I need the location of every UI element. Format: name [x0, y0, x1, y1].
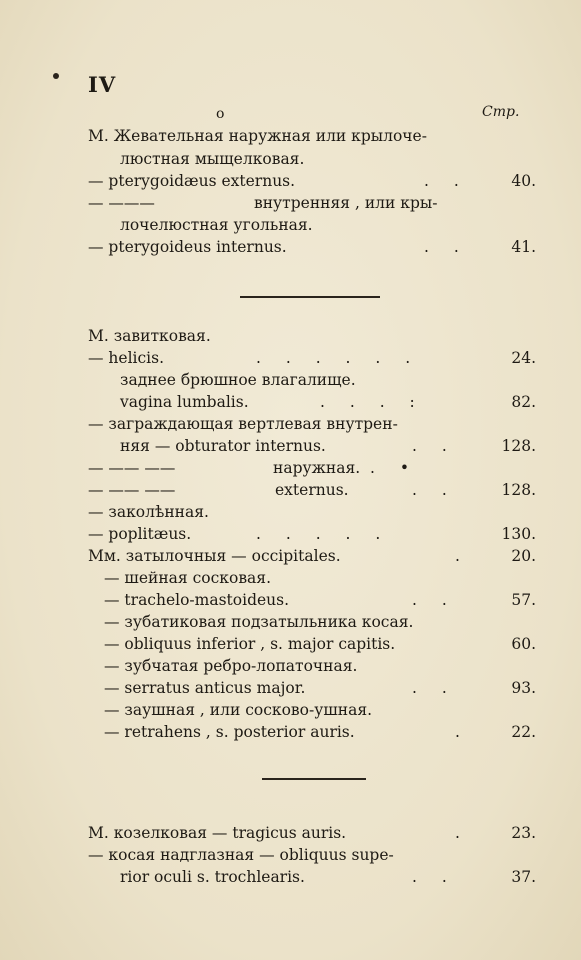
ink-dot	[53, 73, 59, 79]
page-column-label: Стр.	[482, 104, 520, 120]
entry-line: лочелюстная угольная.	[120, 216, 313, 234]
section-divider	[262, 778, 366, 780]
entry-line: — retrahens , s. posterior auris. . 22.	[104, 723, 536, 741]
entry-line: — pterygoideus internus. . . 41.	[88, 238, 536, 256]
page-ref: 93.	[511, 679, 536, 697]
entry-line: — obliquus inferior , s. major capitis. 60.	[104, 635, 536, 653]
entry-line: — заколѣнная.	[88, 503, 209, 521]
entry-line: М. Жевательная наружная или крылоче-	[88, 127, 427, 145]
entry-line: — зубатиковая подзатыльника косая.	[104, 613, 414, 631]
page-ref: 82.	[511, 393, 536, 411]
page-ref: 37.	[511, 868, 536, 886]
entry-line: Мм. затылочныя — occipitales. . 20.	[88, 547, 536, 565]
section-divider	[240, 296, 380, 298]
entry-line: — —— —— наружная. . •	[88, 459, 419, 477]
entry-line: — косая надглазная — obliquus supe-	[88, 846, 394, 864]
page-ref: 57.	[511, 591, 536, 609]
entry-line: — ——— внутренняя , или кры-	[88, 194, 438, 212]
page-ref: 128.	[501, 481, 536, 499]
entry-line: люстная мыщелковая.	[120, 150, 305, 168]
entry-line: заднее брюшное влагалище.	[120, 371, 356, 389]
entry-line: — trachelo-mastoideus. . . 57.	[104, 591, 536, 609]
page-ref: 128.	[501, 437, 536, 455]
page-ref: 23.	[511, 824, 536, 842]
page-ref: 41.	[511, 238, 536, 256]
entry-line: — шейная сосковая.	[104, 569, 272, 587]
page-ref: 20.	[511, 547, 536, 565]
page-number: IV	[88, 72, 117, 97]
page-ref: 24.	[511, 349, 536, 367]
entry-line: — —— —— externus. . . 128.	[88, 481, 536, 499]
entry-line: — poplitæus. . . . . . 130.	[88, 525, 536, 543]
entry-line: vagina lumbalis. . . . : 82.	[120, 393, 536, 411]
entry-line: — helicis. . . . . . . 24.	[88, 349, 536, 367]
entry-line: — заграждающая вертлевая внутрен-	[88, 415, 398, 433]
page-ref: 22.	[511, 723, 536, 741]
page-ref: 40.	[511, 172, 536, 190]
entry-line: няя — obturator internus. . . 128.	[120, 437, 536, 455]
entry-line: М. козелковая — tragicus auris. . 23.	[88, 824, 536, 842]
entry-line: М. завитковая.	[88, 327, 211, 345]
page-ref: 130.	[501, 525, 536, 543]
ornament-mark: o	[216, 106, 225, 122]
entry-line: — зубчатая ребро-лопаточная.	[104, 657, 358, 675]
entry-line: — serratus anticus major. . . 93.	[104, 679, 536, 697]
entry-line: — заушная , или сосково-ушная.	[104, 701, 373, 719]
entry-line: rior oculi s. trochlearis. . . 37.	[120, 868, 536, 886]
page-ref: 60.	[511, 635, 536, 653]
entry-line: — pterygoidæus externus. . . 40.	[88, 172, 536, 190]
